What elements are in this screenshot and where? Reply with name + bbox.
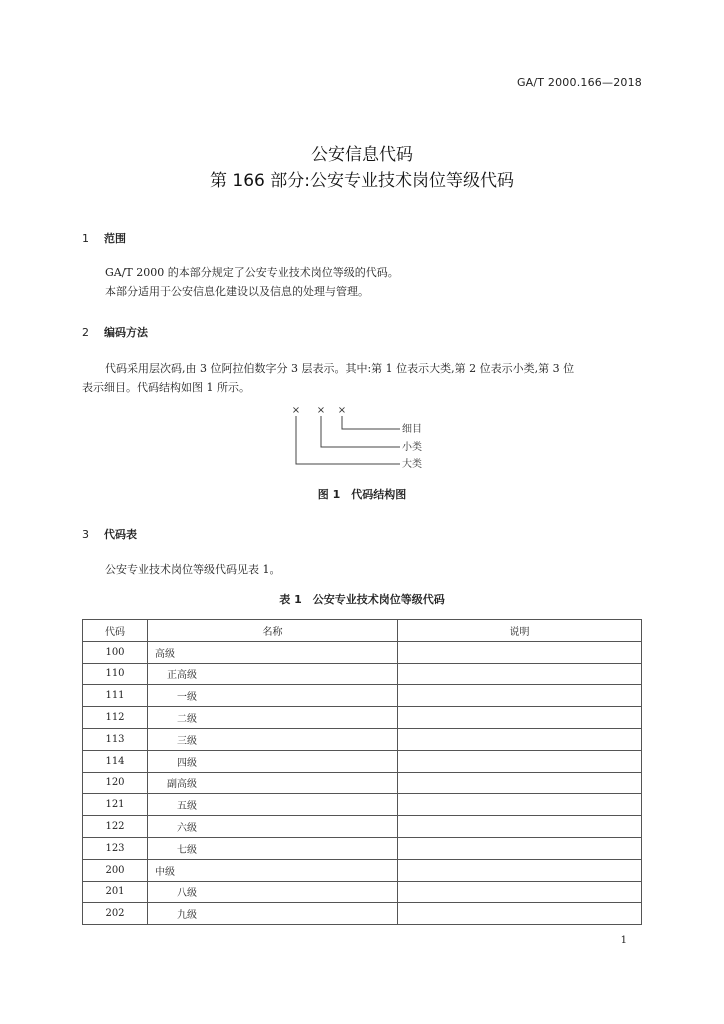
table-header-row <box>83 620 642 642</box>
document-title-line2: 第 166 部分:公安专业技术岗位等级代码 <box>210 171 514 191</box>
section-3-number: 3 <box>82 528 89 541</box>
connector-detail <box>342 416 400 429</box>
cell-code: 202 <box>83 903 148 925</box>
figure-mark-1: × <box>291 405 301 416</box>
code-table <box>82 619 642 925</box>
figure-mark-2: × <box>316 405 326 416</box>
cell-description <box>398 859 642 881</box>
cell-code: 201 <box>83 881 148 903</box>
cell-description <box>398 641 642 663</box>
figure-label-class: 大类 <box>402 459 422 470</box>
header-description: 说明 <box>398 620 642 642</box>
figure-label-subclass: 小类 <box>402 442 422 453</box>
header-code: 代码 <box>83 620 148 642</box>
connector-class <box>296 416 400 464</box>
cell-description <box>398 772 642 794</box>
cell-code: 112 <box>83 707 148 729</box>
cell-name: 八级 <box>148 881 398 903</box>
cell-code: 120 <box>83 772 148 794</box>
cell-name: 中级 <box>148 859 398 881</box>
cell-name: 七级 <box>148 837 398 859</box>
cell-description <box>398 903 642 925</box>
cell-name: 五级 <box>148 794 398 816</box>
cell-name: 高级 <box>148 641 398 663</box>
section-2-heading <box>82 324 148 340</box>
cell-code: 123 <box>83 837 148 859</box>
table-row <box>83 837 642 859</box>
table-row <box>83 794 642 816</box>
cell-description <box>398 750 642 772</box>
cell-code: 200 <box>83 859 148 881</box>
section-1-paragraph-1: GA/T 2000 的本部分规定了公安专业技术岗位等级的代码。 <box>105 266 399 279</box>
table-row <box>83 816 642 838</box>
section-3-paragraph: 公安专业技术岗位等级代码见表 1。 <box>105 563 281 576</box>
cell-name: 六级 <box>148 816 398 838</box>
cell-name: 二级 <box>148 707 398 729</box>
section-1-title: 范围 <box>104 232 126 245</box>
section-2-paragraph-line-1: 代码采用层次码,由 3 位阿拉伯数字分 3 层表示。其中:第 1 位表示大类,第 2 位表示小类,第 3 位 <box>105 362 575 375</box>
cell-name: 正高级 <box>148 663 398 685</box>
cell-description <box>398 881 642 903</box>
cell-description <box>398 663 642 685</box>
table-row <box>83 881 642 903</box>
cell-code: 122 <box>83 816 148 838</box>
header-name: 名称 <box>148 620 398 642</box>
connector-subclass <box>321 416 400 447</box>
table-row <box>83 859 642 881</box>
figure-mark-3: × <box>337 405 347 416</box>
cell-name: 四级 <box>148 750 398 772</box>
section-1-number: 1 <box>82 232 89 245</box>
table-row <box>83 707 642 729</box>
section-2-title: 编码方法 <box>104 326 148 339</box>
table-row <box>83 728 642 750</box>
figure-label-detail: 细目 <box>402 424 422 435</box>
figure-caption: 图 1 代码结构图 <box>317 488 407 501</box>
cell-description <box>398 816 642 838</box>
document-title-line1: 公安信息代码 <box>311 145 413 165</box>
table-row <box>83 750 642 772</box>
cell-name: 三级 <box>148 728 398 750</box>
table-row <box>83 685 642 707</box>
table-caption: 表 1 公安专业技术岗位等级代码 <box>279 593 445 606</box>
section-1-paragraph-2: 本部分适用于公安信息化建设以及信息的处理与管理。 <box>105 285 369 298</box>
cell-code: 110 <box>83 663 148 685</box>
cell-description <box>398 685 642 707</box>
cell-name: 副高级 <box>148 772 398 794</box>
cell-description <box>398 837 642 859</box>
cell-code: 113 <box>83 728 148 750</box>
section-1-heading <box>82 230 126 246</box>
section-2-paragraph-line-2: 表示细目。代码结构如图 1 所示。 <box>82 381 250 394</box>
cell-code: 114 <box>83 750 148 772</box>
cell-code: 100 <box>83 641 148 663</box>
cell-description <box>398 707 642 729</box>
cell-code: 111 <box>83 685 148 707</box>
section-3-title: 代码表 <box>104 528 137 541</box>
cell-name: 九级 <box>148 903 398 925</box>
code-structure-diagram <box>290 402 440 472</box>
table-row <box>83 663 642 685</box>
standard-code-header: GA/T 2000.166—2018 <box>516 76 642 89</box>
table-row <box>83 772 642 794</box>
table-row <box>83 903 642 925</box>
section-2-number: 2 <box>82 326 89 339</box>
section-3-heading <box>82 526 137 542</box>
cell-name: 一级 <box>148 685 398 707</box>
cell-code: 121 <box>83 794 148 816</box>
table-body <box>83 641 642 924</box>
page-number: 1 <box>620 935 627 946</box>
cell-description <box>398 794 642 816</box>
cell-description <box>398 728 642 750</box>
table-row <box>83 641 642 663</box>
